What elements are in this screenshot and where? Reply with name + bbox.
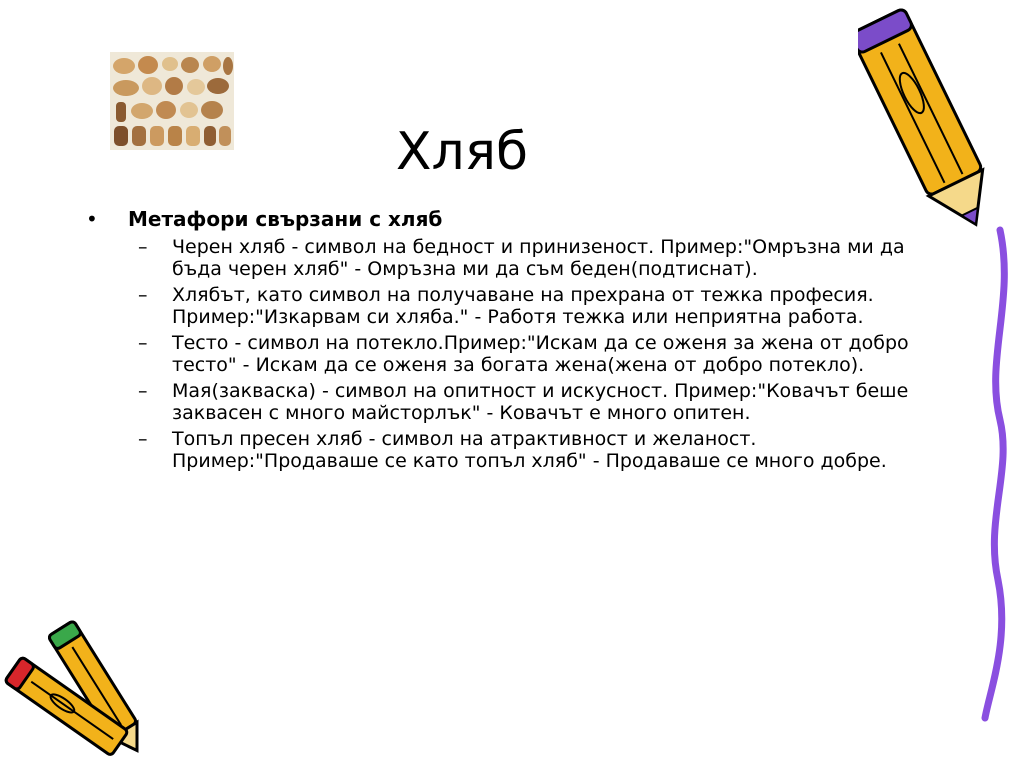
slide-body	[84, 206, 944, 476]
bullet-heading: Метафори свързани с хляб	[128, 207, 443, 231]
dash-marker: –	[138, 236, 148, 258]
list-item	[138, 380, 944, 424]
list-item	[138, 236, 944, 280]
list-item-text: Черен хляб - символ на бедност и принизеност. Пример:"Омръзна ми да бъда черен хляб" - Омръзна ми да съм беден(подтиснат).	[172, 236, 905, 280]
slide-title: Хляб	[395, 122, 529, 182]
list-item-text: Топъл пресен хляб - символ на атрактивност и желаност. Пример:"Продаваше се като топъл хляб" - Продаваше се много добре.	[172, 428, 887, 472]
list-item-text: Хлябът, като символ на получаване на прехрана от тежка професия. Пример:"Изкарвам си хляба." - Работя тежка или неприятна работа.	[172, 284, 874, 328]
main-bullet	[84, 206, 944, 232]
dash-marker: –	[138, 428, 148, 450]
dash-marker: –	[138, 332, 148, 354]
dash-marker: –	[138, 284, 148, 306]
crossed-pencils-icon	[0, 612, 160, 768]
list-item	[138, 332, 944, 376]
dash-marker: –	[138, 380, 148, 402]
list-item	[138, 428, 944, 472]
metaphor-list	[138, 236, 944, 472]
bullet-marker: •	[86, 207, 98, 231]
wavy-line	[985, 230, 1004, 718]
pencil-icon	[858, 8, 1003, 237]
pencil-doodle-icon	[858, 0, 1024, 768]
list-item-text: Мая(закваска) - символ на опитност и искусност. Пример:"Ковачът беше заквасен с много майсторлък" - Ковачът е много опитен.	[172, 380, 909, 424]
list-item	[138, 284, 944, 328]
list-item-text: Тесто - символ на потекло.Пример:"Искам да се оженя за жена от добро тесто" - Искам да се оженя за богата жена(жена от добро потекло).	[172, 332, 909, 376]
